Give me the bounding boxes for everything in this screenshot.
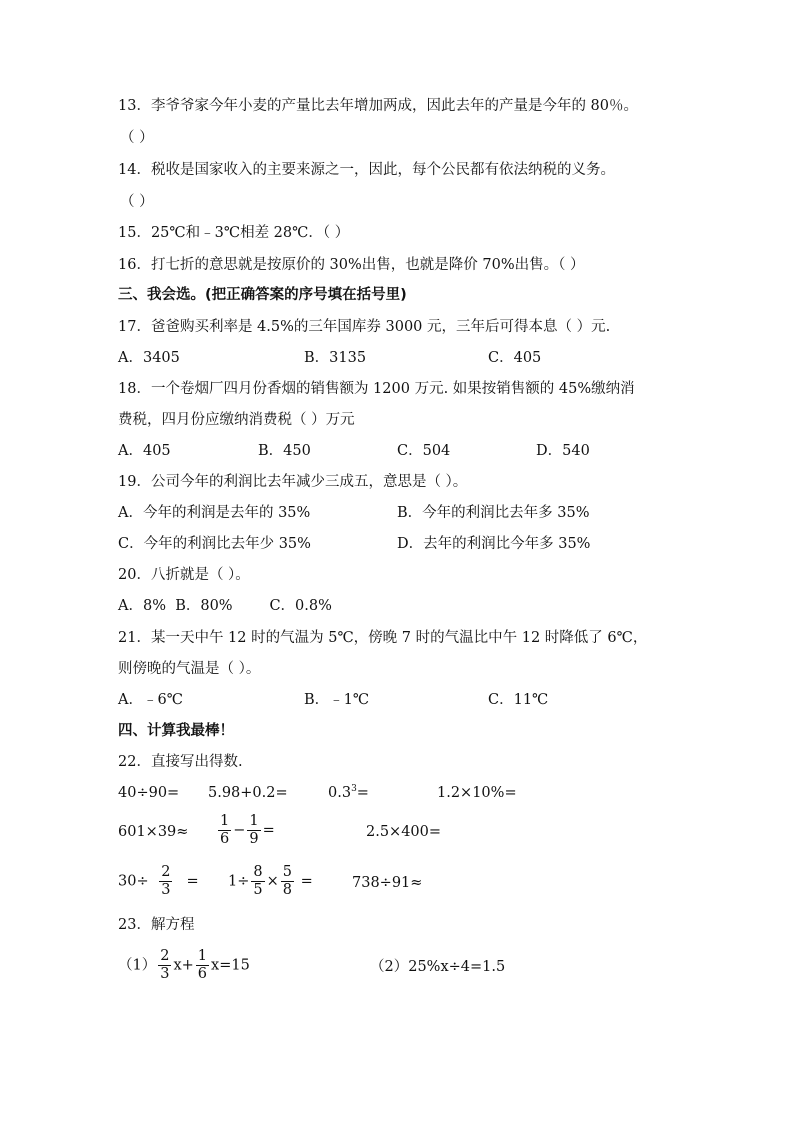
calc-1.2-times-10pct: 1.2×10%= <box>437 785 517 801</box>
calc-2.5-times-400: 2.5×400= <box>366 824 442 840</box>
question-20-text: 20．八折就是（ ）。 <box>118 567 250 583</box>
question-18-option-b[interactable]: B．450 <box>258 443 311 459</box>
question-17-option-c[interactable]: C．405 <box>488 350 542 366</box>
question-17-option-b[interactable]: B．3135 <box>304 350 367 366</box>
equation-1: （1） $\frac{2}{3}$ x+ $\frac{1}{6}$ x=15 <box>118 948 250 982</box>
question-18-option-a[interactable]: A．405 <box>118 443 171 459</box>
question-19-option-a[interactable]: A．今年的利润是去年的 35% <box>118 505 311 521</box>
calc-601-times-39: 601×39≈ <box>118 824 189 840</box>
question-23-title: 23．解方程 <box>118 917 195 933</box>
question-19-option-c[interactable]: C．今年的利润比去年少 35% <box>118 536 311 552</box>
question-17-option-a[interactable]: A．3405 <box>118 350 180 366</box>
calc-738-div-91: 738÷91≈ <box>352 875 423 891</box>
question-21-option-a[interactable]: A．﹣6℃ <box>118 692 183 708</box>
question-19-text: 19．公司今年的利润比去年减少三成五，意思是（ ）。 <box>118 474 468 490</box>
question-14-answer-blank[interactable]: （ ） <box>120 194 154 210</box>
question-21-text-line2: 则傍晚的气温是（ ）。 <box>118 661 261 677</box>
question-21-text-line1: 21．某一天中午 12 时的气温为 5℃，傍晚 7 时的气温比中午 12 时降低了 6℃， <box>118 630 648 646</box>
question-18-option-d[interactable]: D．540 <box>536 443 590 459</box>
section-4-heading: 四、计算我最棒！ <box>118 723 234 739</box>
question-19-option-b[interactable]: B．今年的利润比去年多 35% <box>397 505 590 521</box>
calc-1-div-fraction-times-fraction: 1÷ $\frac{8}{5}$ × $\frac{5}{8}$ = <box>228 864 313 898</box>
question-21-option-c[interactable]: C．11℃ <box>488 692 549 708</box>
calc-30-div-fraction: 30÷ $\frac{2}{3}$ = <box>118 864 199 898</box>
question-19-option-d[interactable]: D．去年的利润比今年多 35% <box>397 536 591 552</box>
section-3-heading: 三、我会选。(把正确答案的序号填在括号里) <box>118 287 407 303</box>
calc-0.3-cubed: $0.3^3=$ <box>328 784 369 801</box>
question-18-text-line1: 18．一个卷烟厂四月份香烟的销售额为 1200 万元. 如果按销售额的 45%缴纳消 <box>118 381 635 397</box>
question-13-answer-blank[interactable]: （ ） <box>120 130 154 146</box>
calc-40-div-90: 40÷90= <box>118 785 180 801</box>
question-13-text: 13．李爷爷家今年小麦的产量比去年增加两成，因此去年的产量是今年的 80％。 <box>118 98 639 114</box>
calc-5.98-plus-0.2: 5.98+0.2= <box>208 785 288 801</box>
calc-fraction-subtraction: $\frac{1}{6}$ − $\frac{1}{9}$ = <box>220 813 275 847</box>
question-21-option-b[interactable]: B．﹣1℃ <box>304 692 370 708</box>
question-22-title: 22．直接写出得数. <box>118 754 243 770</box>
question-20-options[interactable]: A．8% B．80% C．0.8% <box>118 598 332 614</box>
question-14-text: 14．税收是国家收入的主要来源之一，因此，每个公民都有依法纳税的义务。 <box>118 162 615 178</box>
equation-2: （2）25%x÷4=1.5 <box>370 959 506 975</box>
question-16-text: 16．打七折的意思就是按原价的 30%出售，也就是降价 70%出售。（ ） <box>118 257 585 273</box>
question-18-text-line2: 费税，四月份应缴纳消费税（ ）万元 <box>118 412 355 428</box>
question-17-text: 17．爸爸购买利率是 4.5%的三年国库券 3000 元，三年后可得本息（ ）元. <box>118 319 611 335</box>
question-15-text: 15．25℃和﹣3℃相差 28℃．（ ） <box>118 225 350 241</box>
question-18-option-c[interactable]: C．504 <box>397 443 451 459</box>
